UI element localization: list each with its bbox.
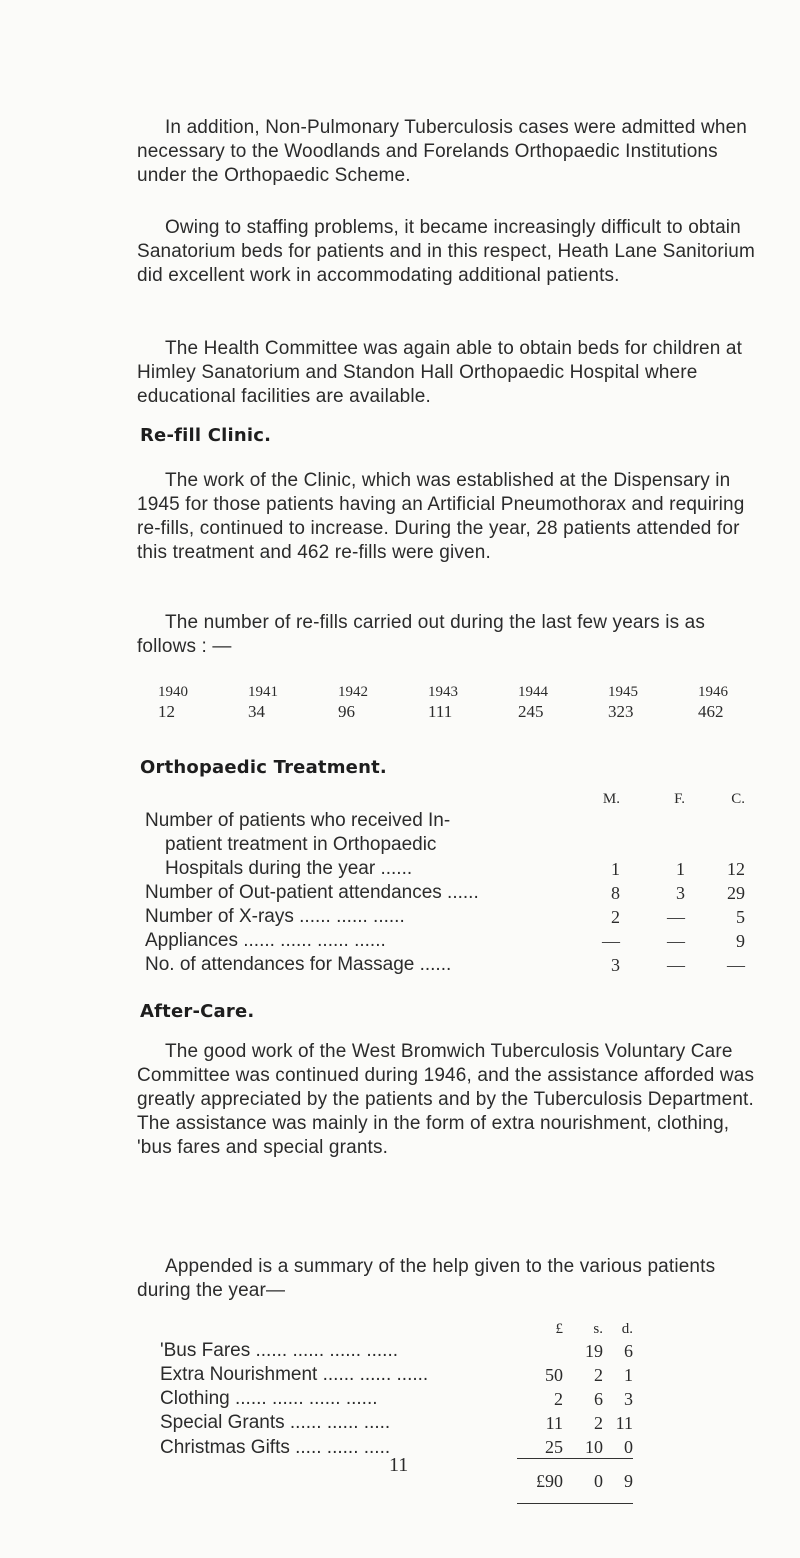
cell-c: 5: [736, 907, 745, 927]
heading-after-care: After-Care.: [140, 1001, 255, 1022]
table-header-row: [160, 1318, 633, 1338]
paragraph-staffing: Owing to staffing problems, it became increasingly difficult to obtain Sanatorium beds for patients and in this respect, Heath Lane Sanitorium did excellent work in accommodating additional patients.: [137, 217, 755, 286]
header-m: M.: [602, 791, 620, 807]
year-cell: 1941: [248, 683, 278, 700]
table-row: [145, 928, 745, 952]
cell-c: 29: [727, 883, 745, 903]
row-label: Hospitals during the year ......: [165, 858, 413, 879]
row-label: patient treatment in Orthopaedic: [165, 834, 437, 855]
row-label: Number of X-rays ...... ...... ......: [145, 906, 405, 927]
table-row: [145, 904, 745, 928]
value-cell: 111: [428, 702, 453, 721]
row-label: Christmas Gifts ..... ...... .....: [160, 1436, 391, 1458]
row-label: No. of attendances for Massage ......: [145, 954, 452, 975]
paragraph-non-pulmonary: In addition, Non-Pulmonary Tuberculosis cases were admitted when necessary to the Woodlands and Forelands Orthopaedic Institutions under the Orthopaedic Scheme.: [137, 117, 748, 186]
paragraph-refill-intro: The number of re-fills carried out during the last few years is as follows : —: [137, 612, 706, 657]
table-row: [145, 880, 745, 904]
row-label: Extra Nourishment ...... ...... ......: [160, 1364, 429, 1385]
cell-m: 8: [611, 883, 620, 903]
cell-f: 1: [676, 859, 685, 879]
heading-refill-clinic: Re-fill Clinic.: [140, 425, 272, 446]
table-row: [145, 808, 745, 832]
header-pounds: £: [555, 1321, 563, 1337]
cell-c: 9: [736, 931, 745, 951]
values-row: [158, 702, 788, 722]
table-row: Special Grants ...... ...... ..... 11 2 11: [160, 1412, 633, 1433]
value-cell: 96: [338, 702, 355, 721]
value-cell: 245: [518, 702, 544, 721]
table-row: 'Bus Fares ...... ...... ...... ...... 19 6: [160, 1340, 633, 1361]
total-shillings: 0: [563, 1459, 603, 1504]
cell-f: 3: [676, 883, 685, 903]
year-cell: 1942: [338, 683, 368, 700]
cell-f: —: [667, 907, 685, 927]
year-cell: 1946: [698, 683, 728, 700]
cell-m: 2: [611, 907, 620, 927]
header-shillings: s.: [593, 1321, 603, 1337]
cell-f: —: [667, 931, 685, 951]
row-label: Special Grants ...... ...... .....: [160, 1412, 391, 1433]
value-cell: 12: [158, 702, 175, 721]
table-row: Extra Nourishment ...... ...... ...... 50 2 1: [160, 1364, 633, 1385]
orthopaedic-table: [145, 786, 745, 976]
years-row: [158, 682, 788, 702]
paragraph-refill-clinic: The work of the Clinic, which was established at the Dispensary in 1945 for those patients having an Artificial Pneumothorax and requiring re-fills, continued to increase. During the year, 28 patients attended for this treatment and 462 re-fills were given.: [137, 470, 745, 563]
table-row: [145, 832, 745, 856]
cell-c: 12: [727, 859, 745, 879]
paragraph-health-committee: The Health Committee was again able to obtain beds for children at Himley Sanatorium and Standon Hall Orthopaedic Hospital where educational facilities are available.: [137, 338, 743, 407]
value-cell: 462: [698, 702, 724, 721]
table-row: Clothing ...... ...... ...... ...... 2 6 3: [160, 1388, 633, 1409]
cell-m: 1: [611, 859, 620, 879]
row-label: Number of patients who received In-: [145, 810, 451, 831]
table-header-row: [145, 786, 745, 808]
paragraph-after-care: The good work of the West Bromwich Tuberculosis Voluntary Care Committee was continued during 1946, and the assistance afforded was greatly appreciated by the patients and by the Tuberculosis Department. The assistance was mainly in the form of extra nourishment, clothing, 'bus fares and special grants.: [137, 1041, 755, 1158]
row-label: Clothing ...... ...... ...... ......: [160, 1388, 378, 1409]
heading-orthopaedic-treatment: Orthopaedic Treatment.: [140, 757, 387, 778]
year-cell: 1943: [428, 683, 458, 700]
row-label: 'Bus Fares ...... ...... ...... ......: [160, 1340, 399, 1361]
value-cell: 34: [248, 702, 265, 721]
header-f: F.: [674, 791, 685, 807]
table-row: Christmas Gifts ..... ...... ..... 25 10 0: [160, 1434, 633, 1459]
header-c: C.: [731, 791, 745, 807]
total-pence: 9: [603, 1459, 633, 1504]
year-cell: 1944: [518, 683, 548, 700]
cell-f: —: [667, 955, 685, 975]
cell-c: —: [727, 955, 745, 975]
year-cell: 1940: [158, 683, 188, 700]
total-pounds: £90: [517, 1459, 563, 1504]
year-cell: 1945: [608, 683, 638, 700]
value-cell: 323: [608, 702, 634, 721]
header-pence: d.: [621, 1321, 633, 1337]
table-row: [145, 952, 745, 976]
paragraph-summary-intro: Appended is a summary of the help given to the various patients during the year—: [137, 1256, 716, 1301]
table-row: [145, 856, 745, 880]
row-label: Number of Out-patient attendances ......: [145, 882, 479, 903]
cell-m: 3: [611, 955, 620, 975]
cell-m: —: [602, 931, 620, 951]
row-label: Appliances ...... ...... ...... ......: [145, 930, 386, 951]
page-number: 11: [389, 1454, 409, 1476]
refill-years-table: [158, 682, 788, 722]
